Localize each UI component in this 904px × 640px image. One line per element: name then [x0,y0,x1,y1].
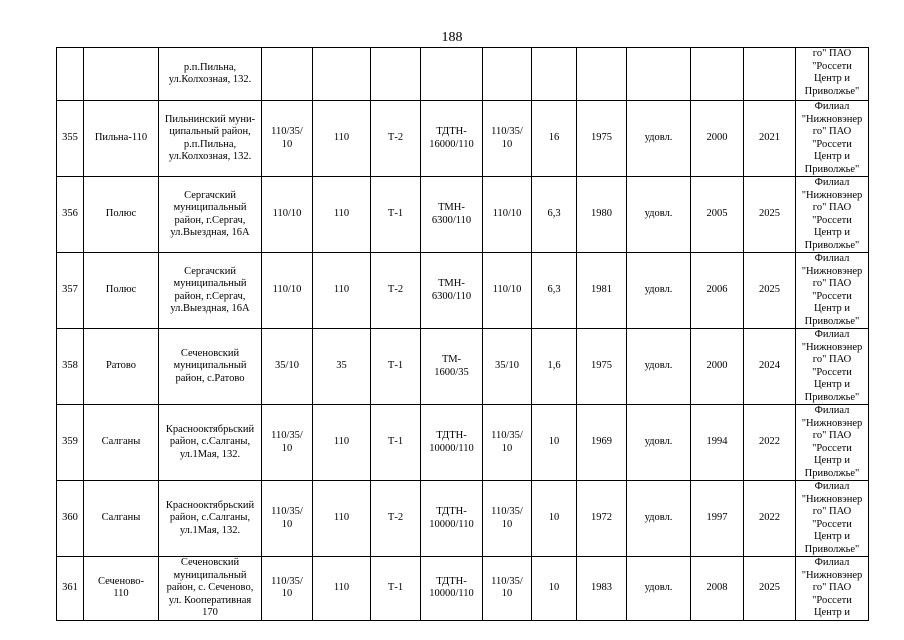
cell-transformer-voltage: 110/35/ 10 [483,405,532,481]
cell-nominal-voltage: 110 [313,481,371,557]
cell-year-planned: 2025 [744,557,796,621]
cell-row-number: 361 [57,557,84,621]
cell-year-commissioned: 1981 [577,253,627,329]
cell-voltage-class: 110/35/ 10 [262,557,313,621]
cell-address: Краснооктябрьский район, с.Салганы, ул.1Мая, 132. [159,481,262,557]
cell-power-mva: 6,3 [532,177,577,253]
cell-power-mva: 10 [532,405,577,481]
cell-owner: Филиал "Нижновэнер го" ПАО "Россети Центр и Приволжье" [796,329,869,405]
cell-owner: го" ПАО "Россети Центр и Приволжье" [796,48,869,101]
cell-transformer-type: ТДТН- 10000/110 [421,405,483,481]
cell-year-commissioned: 1975 [577,101,627,177]
cell-condition: удовл. [627,329,691,405]
cell-transformer-voltage: 110/35/ 10 [483,557,532,621]
cell-row-number: 358 [57,329,84,405]
cell-year-repair: 1997 [691,481,744,557]
cell-substation-name: Салганы [84,481,159,557]
cell-transformer-number: Т-2 [371,101,421,177]
cell-transformer-number: Т-1 [371,177,421,253]
cell-transformer-number: Т-1 [371,557,421,621]
table-row [57,481,869,557]
cell-nominal-voltage [313,48,371,101]
table-row [57,405,869,481]
cell-nominal-voltage: 110 [313,253,371,329]
cell-address: Пильнинский муни- ципальный район, р.п.Пильна, ул.Колхозная, 132. [159,101,262,177]
cell-year-commissioned: 1975 [577,329,627,405]
cell-transformer-voltage: 35/10 [483,329,532,405]
cell-year-commissioned: 1983 [577,557,627,621]
cell-year-commissioned: 1980 [577,177,627,253]
cell-condition [627,48,691,101]
cell-row-number: 355 [57,101,84,177]
cell-transformer-number [371,48,421,101]
cell-row-number: 359 [57,405,84,481]
cell-voltage-class [262,48,313,101]
cell-voltage-class: 110/10 [262,177,313,253]
cell-power-mva: 1,6 [532,329,577,405]
table-row [57,177,869,253]
cell-transformer-type: ТМН- 6300/110 [421,177,483,253]
cell-address: Краснооктябрьский район, с.Салганы, ул.1Мая, 132. [159,405,262,481]
cell-year-planned: 2025 [744,253,796,329]
cell-year-repair [691,48,744,101]
cell-year-planned [744,48,796,101]
cell-nominal-voltage: 35 [313,329,371,405]
substation-table [56,47,869,621]
table-row [57,101,869,177]
cell-transformer-voltage: 110/10 [483,177,532,253]
cell-power-mva: 10 [532,481,577,557]
cell-year-repair: 2008 [691,557,744,621]
cell-address: Сергачский муниципальный район, г.Сергач, ул.Выездная, 16А [159,253,262,329]
cell-year-repair: 2005 [691,177,744,253]
cell-year-repair: 2000 [691,329,744,405]
cell-condition: удовл. [627,177,691,253]
cell-address: Сергачский муниципальный район, г.Сергач, ул.Выездная, 16А [159,177,262,253]
cell-address: р.п.Пильна, ул.Колхозная, 132. [159,48,262,101]
cell-voltage-class: 110/35/ 10 [262,101,313,177]
cell-condition: удовл. [627,405,691,481]
cell-condition: удовл. [627,253,691,329]
cell-transformer-number: Т-1 [371,329,421,405]
cell-year-commissioned [577,48,627,101]
cell-owner: Филиал "Нижновэнер го" ПАО "Россети Центр и Приволжье" [796,405,869,481]
cell-year-planned: 2024 [744,329,796,405]
cell-nominal-voltage: 110 [313,405,371,481]
cell-condition: удовл. [627,557,691,621]
cell-substation-name: Полюс [84,253,159,329]
cell-year-planned: 2021 [744,101,796,177]
cell-voltage-class: 35/10 [262,329,313,405]
cell-substation-name: Салганы [84,405,159,481]
cell-row-number: 360 [57,481,84,557]
cell-transformer-type: ТМН- 6300/110 [421,253,483,329]
cell-transformer-voltage: 110/35/ 10 [483,481,532,557]
cell-condition: удовл. [627,481,691,557]
cell-nominal-voltage: 110 [313,557,371,621]
cell-nominal-voltage: 110 [313,101,371,177]
cell-power-mva: 6,3 [532,253,577,329]
cell-row-number: 357 [57,253,84,329]
cell-owner: Филиал "Нижновэнер го" ПАО "Россети Центр и Приволжье" [796,253,869,329]
table-row [57,48,869,101]
cell-substation-name: Сеченово- 110 [84,557,159,621]
table-row [57,253,869,329]
cell-power-mva: 16 [532,101,577,177]
cell-transformer-type: ТДТН- 16000/110 [421,101,483,177]
cell-address: Сеченовский муниципальный район, с. Сеченово, ул. Кооперативная 170 [159,557,262,621]
cell-voltage-class: 110/10 [262,253,313,329]
cell-owner: Филиал "Нижновэнер го" ПАО "Россети Центр и Приволжье" [796,177,869,253]
cell-nominal-voltage: 110 [313,177,371,253]
cell-year-repair: 1994 [691,405,744,481]
cell-owner: Филиал "Нижновэнер го" ПАО "Россети Центр и Приволжье" [796,101,869,177]
cell-year-planned: 2022 [744,481,796,557]
cell-year-commissioned: 1972 [577,481,627,557]
cell-address: Сеченовский муниципальный район, с.Ратово [159,329,262,405]
cell-owner: Филиал "Нижновэнер го" ПАО "Россети Центр и [796,557,869,621]
cell-power-mva [532,48,577,101]
cell-transformer-type: ТДТН- 10000/110 [421,557,483,621]
cell-year-repair: 2006 [691,253,744,329]
page-number: 188 [441,30,463,45]
cell-voltage-class: 110/35/ 10 [262,405,313,481]
cell-row-number [57,48,84,101]
cell-year-planned: 2025 [744,177,796,253]
cell-transformer-voltage: 110/10 [483,253,532,329]
cell-year-repair: 2000 [691,101,744,177]
cell-row-number: 356 [57,177,84,253]
cell-substation-name [84,48,159,101]
table-body [57,48,869,621]
cell-transformer-number: Т-2 [371,481,421,557]
cell-transformer-type: ТДТН- 10000/110 [421,481,483,557]
cell-condition: удовл. [627,101,691,177]
cell-substation-name: Полюс [84,177,159,253]
cell-owner: Филиал "Нижновэнер го" ПАО "Россети Центр и Приволжье" [796,481,869,557]
cell-transformer-type: ТМ- 1600/35 [421,329,483,405]
cell-transformer-number: Т-1 [371,405,421,481]
cell-substation-name: Пильна-110 [84,101,159,177]
cell-transformer-type [421,48,483,101]
cell-power-mva: 10 [532,557,577,621]
cell-year-planned: 2022 [744,405,796,481]
cell-transformer-voltage: 110/35/ 10 [483,101,532,177]
cell-year-commissioned: 1969 [577,405,627,481]
table-row [57,557,869,621]
cell-voltage-class: 110/35/ 10 [262,481,313,557]
cell-substation-name: Ратово [84,329,159,405]
table-row [57,329,869,405]
cell-transformer-number: Т-2 [371,253,421,329]
cell-transformer-voltage [483,48,532,101]
